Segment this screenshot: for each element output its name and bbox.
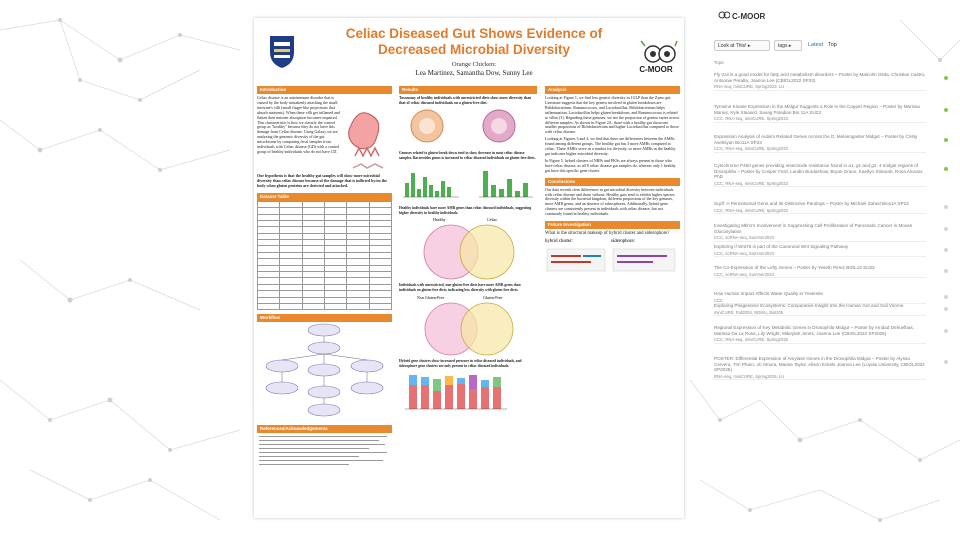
tab-latest[interactable]: Latest [808,42,823,48]
topic-tags[interactable]: CCC, scRNA-seq, Summer2022 [714,250,775,256]
intro-text: Celiac disease is an autoimmune disorder that is caused by the body mistakenly attacking the small intestine's villi (small finger-like projections that absorb nutrients). When these villi get inflamed and flatten then nutrient absorption becomes impaired. This characteristic is how we classify the control group as "healthy" because they do not have this damage from Celiac disease. Using Galaxy we are analyzing the genomic diversity of the gut microbiome by comparing fecal samples from individuals with Celiac disease (GD) with a control group of healthy individuals who do not have CD. [257,95,341,154]
topic-activity-indicator-icon [944,248,948,252]
topic-activity-indicator-icon [944,295,948,299]
topic-list-item[interactable] [714,356,926,380]
hybrid-cluster-label: hybrid cluster: [545,238,573,244]
venn-diagram-gluten [399,295,537,357]
results-text-3: Healthy individuals have more AMR genes than celiac diseased individuals, suggesting higher diversity in healthy individuals. [399,205,532,215]
future-text: What is the structural makeup of hybrid cluster and siderophore? [545,231,670,237]
topic-title-link[interactable]: Fly Gut is a good model for fatty acid metabolism disorders – Poster by Malcolm Osita, Christian Castro, Antoonie Peralta, Joanna Lee (CBIOL2022 SP23) [714,72,926,83]
topic-list-item[interactable] [714,265,926,278]
analysis-text-2: Looking at Figures 3 and 4, we find that there are differences between the AMRs found among different groups. The healthy gut has 3 more AMRs compared to celiac. These AMRs serve as a marker for diversity, so more AMRs in the healthy gut indicates higher microbial diversity. [545,136,676,156]
venn2-circles [409,301,529,357]
results-heading: Taxonomy of healthy individuals with unrestricted diets show more diversity than that of celiac diseased individuals on a gluten-free diet. [399,96,532,105]
topic-activity-indicator-icon [944,167,948,171]
topic-list-item[interactable] [714,223,926,242]
topic-tags[interactable]: CCC, scRNA-seq, Summer2022 [714,271,775,277]
figure2-bar-charts [399,163,537,199]
topic-list-item[interactable] [714,72,926,91]
topic-activity-indicator-icon [944,108,948,112]
poster-title-line1: Celiac Diseased Gut Shows Evidence of [345,26,603,41]
topic-activity-indicator-icon [944,227,948,231]
topic-activity-indicator-icon [944,138,948,142]
topic-activity-indicator-icon [944,360,948,364]
topic-title-link[interactable]: Tyrosine Kinase Expression in the Midgut Suggests a Role in the Copper Region – Poster by Marissa Manus, Kyle Stanard, Savag Poladian Bio 11A SU23 [714,104,920,115]
topic-tags[interactable]: CCC [714,297,724,303]
figure1-krona-charts [399,108,537,144]
topic-activity-indicator-icon [944,329,948,333]
topic-tags[interactable]: CCC, scRNA-seq, Summer2022 [714,235,775,241]
poster-column-right [545,86,680,279]
section-dataset-table-header: Dataset Table [257,193,392,201]
topic-list-panel [714,0,960,540]
topic-tags[interactable]: CCC, RNA-seq, miniCURE, Spring2023 [714,207,789,213]
topic-title-link[interactable]: Exploring if Wnt76 is part of the Canonical Wnt Signaling Pathway [714,244,849,249]
cmoor-site-logo[interactable]: C-MOOR [732,12,766,21]
intestine-villi-illustration [345,100,391,175]
venn1-circles [409,223,529,281]
topic-activity-indicator-icon [944,269,948,273]
section-workflow-header: Workflow [257,314,392,322]
look-at-this-dropdown[interactable]: Look at This! ▸ [714,40,770,51]
cmoor-logo-icon [718,10,730,20]
section-introduction-header: Introduction [257,86,392,94]
topic-list-item[interactable] [714,244,926,257]
analysis-text: Looking at Figure 1, we find less genetic diversity in 1GLP than the Zymo gut. Literature suggests that the key genera involved in gluten breakdown are Bifidobacterium, Ruminococcus, and Lactobacillus. Bifidobacterium helps inflammation; Lactobacillus helps gluten breakdown, and Ruminococcus is related to villus (3). Regarding these genuses, we see the proportion of genera varies across different samples. As shown in Figure 2A, those with a healthy gut showcase smaller proportions of Bifidobacterium and higher Lactobacillus compared to those with celiac disease. [545,95,680,135]
intro-hypothesis: Our hypothesis is that the healthy gut samples will show more microbial diversity than celiac disease because of the damage that is inflicted by/on the body when gluten proteins are detected and attacked. [257,173,387,188]
results-text-4: Individuals with unrestricted, non-gluten-free diets have more AMR genes than individuals on gluten-free diets, indicating less diversity with gluten-free diets. [399,283,521,293]
results-text-5: Hybrid gene clusters show increased presence in celiac diseased individuals, and siderophore gene clusters are only present in celiac diseased individuals. [399,359,522,369]
topic-tags[interactable]: miniCURE, Fall2024, NDMU, Biol205 [714,309,784,315]
future-structure-images [545,247,680,277]
topic-tags[interactable]: CCC, RNA-seq, miniCURE, Spring2023 [714,116,789,122]
topic-title-link[interactable]: Exploring Phagesome Ecosystems: Comparative Insight Into the Human Gut and Soil Virome [714,303,904,308]
analysis-text-3: In Figure 5, hybrid clusters of NRPs and PKSs are always present in those who have celiac disease, as all 8 celiac disease gut samples do, whereas only 1 healthy gut have this specific gene cluster. [545,157,676,173]
topic-tags[interactable]: RNA-seq, miniCURE, Spring2023, LU [714,84,785,90]
future-figures [545,239,680,279]
topic-list-item[interactable] [714,163,926,187]
conclusions-text: Our data reveals clear differences in gut microbial diversity between individuals with celiac disease and those without. Healthy guts tend to exhibit higher species diversity within the bacterial kingdom, different proportions of the key genuses, more AMR genes, and an absence of siderophores. Additionally, hybrid gene clusters are consistently present in individuals with celiac disease, but not commonly found in healthy individuals. [545,186,675,217]
topic-title-link[interactable]: Cytochrome P450 genes providing insecticide resistance found in a1, g1 and g2, 4 midgut regions of Drosophila – Poster by Cooper Ford, Landin Burdashaw, Bryan Grace, Kaetlyn Stinarah, Rosa Alcazar, PhD [714,163,924,180]
topic-column-header: Topic [714,60,725,65]
siderophore-label: siderophore: [611,238,635,244]
tags-dropdown[interactable]: tags ▸ [774,40,802,51]
topic-activity-indicator-icon [944,205,948,209]
venn2-left-label: Non Gluten-Free [417,295,445,301]
section-results-header: Results [399,86,537,94]
poster-title-line2: Decreased Microbial Diversity [377,42,571,57]
topic-title-link[interactable]: The Co-Expression of the Lefty Genes – Poster by Yeseth Perez BIOL12 SU22 [714,265,875,270]
topic-list-item[interactable] [714,134,926,153]
topic-activity-indicator-icon [944,76,948,80]
topic-tags[interactable]: RNA-seq, miniCURE, Spring2025, LU [714,373,785,379]
topic-list-item[interactable] [714,104,926,123]
poster-column-left [257,86,392,478]
cmoor-poster-logo-text: C-MOOR [639,65,673,74]
section-references-header: References/Acknowledgements [257,425,392,433]
poster-column-middle [399,86,537,418]
topic-tags[interactable]: CCC, RNA-seq, miniCURE, Spring2025 [714,337,789,343]
topic-title-link[interactable]: POSTER: Differential Expression of Amylase Genes in the Drosophila Midgut – Poster by Alyssa Cervera, Trin Pham, JC Moura, Maesa Taylor, Alison Eckels Joanna Lee (Loyola University, CBIOL2022 SP2025) [714,356,925,373]
topic-tags[interactable]: CCC, RNA-seq, miniCURE, Spring2023 [714,180,789,186]
topic-activity-indicator-icon [944,307,948,311]
topic-title-link[interactable]: Expression Analysis of Autism Related Genes Across the D. Melanogaster Midgut – Poster by Cristy Avetisyan Bio11A SP23 [714,134,918,145]
research-poster [254,18,684,518]
poster-team-name: Orange Chicken: [451,61,497,68]
topic-title-link[interactable]: Regional Expression of Key Metabolic Genes in Drosophila Midgut – Poster by Amdad Dehuelbas, Marissa Da La Rosa, Lily Wright, Mikeylah Jones, Joanna Lee (CBIOL2022 SP2025) [714,325,914,336]
topic-list-item[interactable] [714,303,926,316]
tab-top[interactable]: Top [828,42,837,48]
topic-list-item[interactable] [714,201,926,214]
topic-list-item[interactable] [714,325,926,344]
university-shield-logo [262,30,302,70]
figure5-stacked-bar-chart [399,371,537,413]
section-analysis-header: Analysis [545,86,680,94]
topic-tags[interactable]: CCC, RNA-seq, miniCURE, Spring2023 [714,146,789,152]
section-future-header: Future Investigation [545,221,680,229]
venn-diagram-healthy-celiac [399,217,537,281]
section-conclusions-header: Conclusions [545,178,680,186]
venn1-left-label: Healthy [433,217,446,223]
topic-title-link[interactable]: How Human Impact Affects Water Quality in Yosemite [714,291,824,296]
results-text-2: Genuses related to gluten break down tend to show decrease in most celiac disease samples. Bacteroides genus is increased in celiac diseased individuals on gluten-free diets. [399,150,536,160]
topic-title-link[interactable]: Investigating Mkh1's Involvement in Suppressing Cell Proliferation of Pancreatic Cancer in Mouse Glucosylation [714,223,913,234]
references-text-block [257,433,392,473]
venn1-right-label: Celiac [487,217,498,223]
poster-title [329,26,619,58]
poster-authors: Lea Martinez, Samantha Dow, Sunny Lee [415,69,533,77]
venn2-right-label: Gluten-Free [483,295,503,301]
workflow-diagram [257,322,392,418]
dataset-table [257,201,392,311]
topic-title-link[interactable]: Sqz/l: A Peroxisomal Gene and its Distinctive Paralogs – Poster by Michael Zahed Bio11A SP23 [714,201,909,206]
